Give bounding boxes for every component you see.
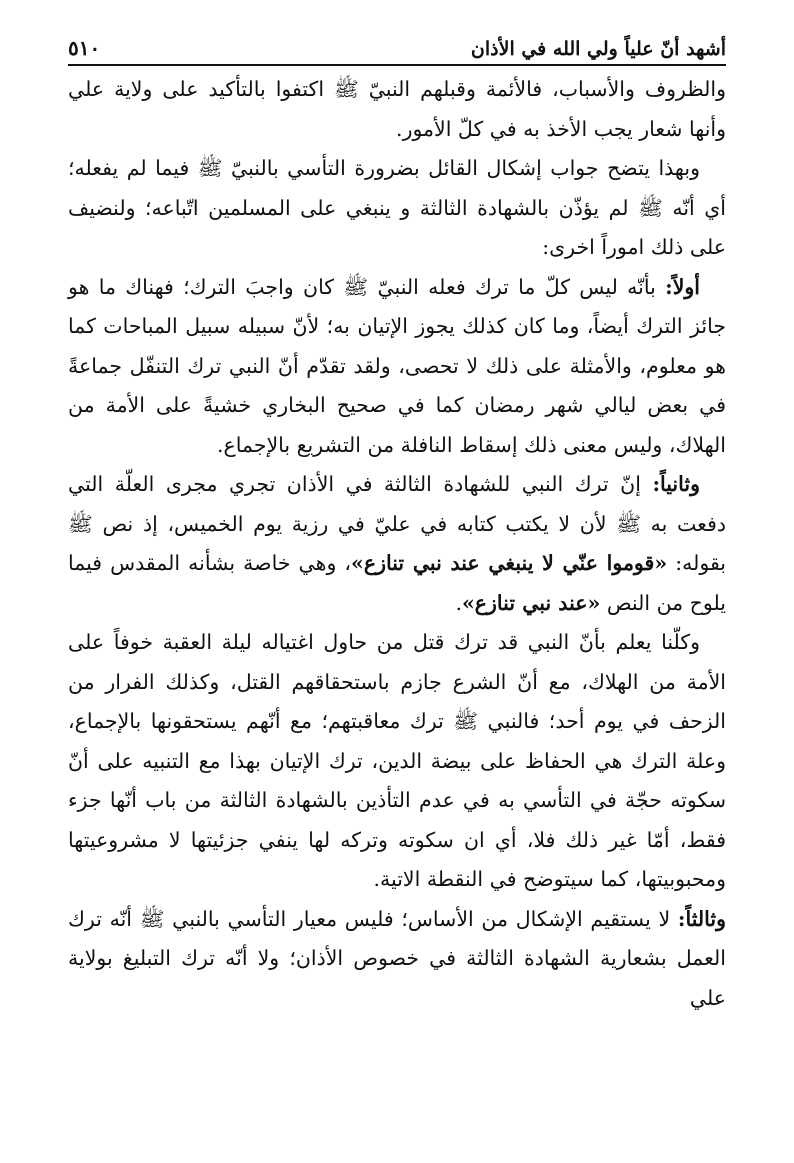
paragraph-text: وبهذا يتضح جواب إشكال القائل بضرورة التأسي بالنبيّ ﷺ فيما لم يفعله؛ أي أنّه ﷺ لم يؤذّن بالشهادة الثالثة و ينبغي على المسلمين اتّباعه؛ ولنضيف على ذلك اموراً اخرى: [68,156,726,259]
paragraph-point-1 [68,268,726,466]
hadith-quote: «قوموا عنّي لا ينبغي عند نبي تنازع» [351,551,668,575]
point-lead: وثالثاً: [677,906,726,931]
book-page [68,0,726,1163]
paragraph-2 [68,149,726,268]
page-number: ٥١٠ [68,36,101,60]
body-text [68,70,726,1018]
header-divider [68,64,726,66]
paragraph-text: بأنّه ليس كلّ ما ترك فعله النبيّ ﷺ كان واجبَ الترك؛ فهناك ما هو جائز الترك أيضاً، وما كان كذلك يجوز الإتيان به؛ لأنّ سبيله سبيل المباحات كما هو معلوم، والأمثلة على ذلك لا تحصى، ولقد تقدّم أنّ النبي ترك التنفّل جماعةً في بعض ليالي شهر رمضان كما في صحيح البخاري خشيةً على الأمة من الهلاك، وليس معنى ذلك إسقاط النافلة من التشريع بالإجماع. [68,274,726,457]
running-header [68,30,726,60]
paragraph-text: إنّ ترك النبي للشهادة الثالثة في الأذان تجري مجرى العلّة التي دفعت به ﷺ لأن لا يكتب كتابه في عليّ في رزية يوم الخميس، إذ نص ﷺ بقوله: [68,472,727,575]
point-lead: أولاً: [665,274,700,299]
paragraph-text: . [455,590,462,615]
point-lead: وثانياً: [652,472,700,496]
paragraph-text: لا يستقيم الإشكال من الأساس؛ فليس معيار التأسي بالنبي ﷺ أنّه ترك العمل بشعارية الشهادة الثالثة في خصوص الأذان؛ ولا أنّه ترك التبليغ بولاية علي [68,906,726,1010]
paragraph-5 [68,623,726,900]
paragraph-point-2 [68,465,726,623]
header-title: أشهد أنّ علياً ولي الله في الأذان [470,38,726,60]
paragraph-1 [68,70,726,149]
paragraph-text: وكلّنا يعلم بأنّ النبي قد ترك قتل من حاول اغتياله ليلة العقبة خوفاً على الأمة من الهلاك، مع أنّ الشرع جازم باستحقاقهم القتل، وكذلك الفرار من الزحف في يوم أحد؛ فالنبي ﷺ ترك معاقبتهم؛ مع أنّهم يستحقونها بالإجماع، وعلة الترك هي الحفاظ على بيضة الدين، ترك الإتيان بهذا مع التنبيه على أنّ سكوته حجّة في التأسي به في عدم التأذين بالشهادة الثالثة من باب أنّها جزء فقط، أمّا غير ذلك فلا، أي ان سكوته وتركه لها ينفي جزئيتها لا مشروعيتها ومحبوبيتها، كما سيتوضح في النقطة الاتية. [68,630,726,891]
paragraph-point-3 [68,900,726,1019]
hadith-quote: «عند نبي تنازع» [461,590,601,615]
paragraph-text: والظروف والأسباب، فالأئمة وقبلهم النبيّ ﷺ اكتفوا بالتأكيد على ولاية علي وأنها شعار يجب الأخذ به في كلّ الأمور. [68,77,726,141]
paragraph-text: ، وهي خاصة بشأنه المقدس فيما يلوح من النص [68,551,726,615]
